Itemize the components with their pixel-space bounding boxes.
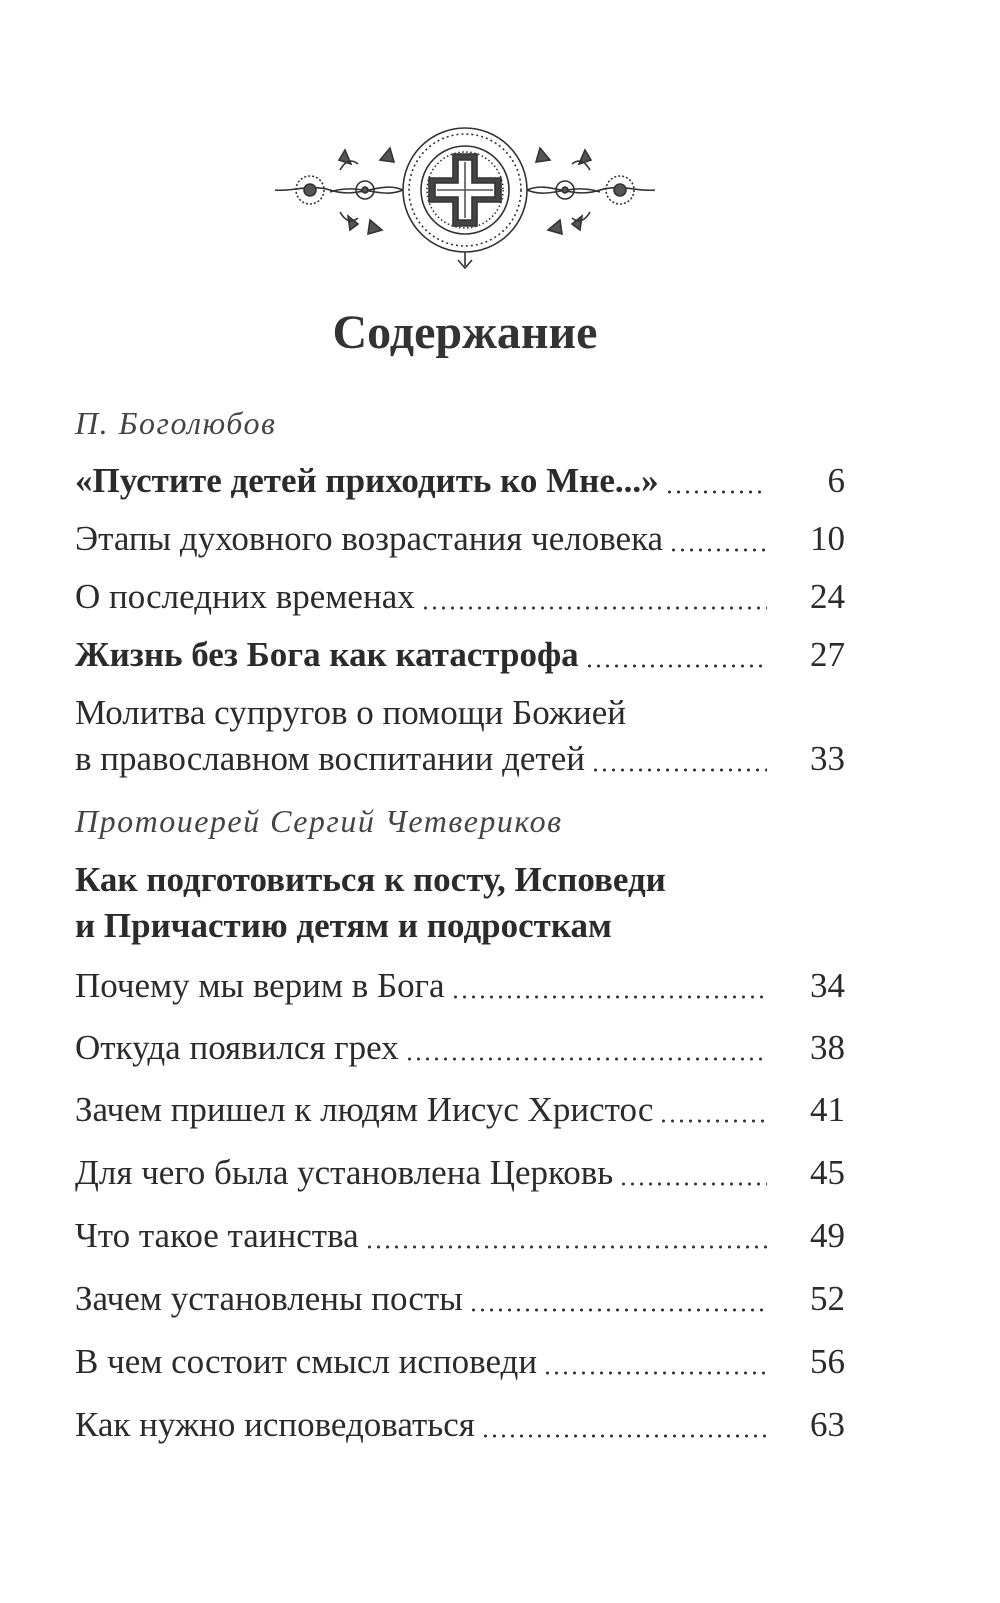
toc-entry[interactable] <box>75 963 845 1009</box>
leader-dots <box>405 1057 767 1061</box>
toc-entry-page: 27 <box>810 635 845 674</box>
toc-entry-title-line1: Молитва супругов о помощи Божией <box>75 693 627 732</box>
toc-entry-title: Как нужно исповедоваться <box>75 1405 475 1444</box>
toc-entry[interactable] <box>75 1150 845 1196</box>
page-title: Содержание <box>332 306 598 359</box>
toc-entry-title: Для чего была установлена Церковь <box>75 1153 614 1192</box>
toc-entry[interactable] <box>75 690 845 782</box>
toc-entry-title: Зачем установлены посты <box>75 1279 463 1318</box>
leader-dots <box>421 606 767 610</box>
toc-entry[interactable] <box>75 632 845 678</box>
toc-entry[interactable] <box>75 516 845 562</box>
leader-dots <box>469 1308 767 1312</box>
toc-entry-title: О последних временах <box>75 577 415 616</box>
leader-dots <box>481 1434 767 1438</box>
toc-entry-title: Что такое таинства <box>75 1216 359 1255</box>
toc-entry-title: Жизнь без Бога как катастрофа <box>75 635 579 674</box>
toc-entry[interactable] <box>75 1402 845 1448</box>
toc-entry-title: «Пустите детей приходить ко Мне...» <box>75 461 659 500</box>
toc-entry-page: 45 <box>810 1153 845 1192</box>
leader-dots <box>451 995 767 999</box>
leader-dots <box>543 1371 767 1375</box>
toc-entry[interactable] <box>75 1339 845 1385</box>
toc-entry[interactable] <box>75 1276 845 1322</box>
toc-entry-page: 34 <box>810 966 845 1005</box>
toc-entry-page: 52 <box>810 1279 845 1318</box>
section-heading-line2: и Причастию детям и подросткам <box>75 906 612 945</box>
section-author: Протоиерей Сергий Четвериков <box>75 803 563 839</box>
toc-entry-title: Зачем пришел к людям Иисус Христос <box>75 1090 654 1129</box>
toc-entry-page: 38 <box>810 1028 845 1067</box>
toc-entry[interactable] <box>75 458 845 504</box>
toc-entry[interactable] <box>75 574 845 620</box>
toc-entry[interactable] <box>75 1213 845 1259</box>
section-heading-line1: Как подготовиться к посту, Исповеди <box>75 860 666 899</box>
toc-entry-title: Откуда появился грех <box>75 1028 399 1067</box>
leader-dots <box>619 1182 767 1186</box>
toc-entry-title: Почему мы верим в Бога <box>75 966 445 1005</box>
toc-entry-page: 49 <box>810 1216 845 1255</box>
cross-ornament-icon <box>270 120 660 270</box>
toc-entry-page: 24 <box>810 577 845 616</box>
toc-entry-page: 41 <box>810 1090 845 1129</box>
toc-entry-page: 63 <box>810 1405 845 1444</box>
toc-entry-title: в православном воспитании детей <box>75 739 585 778</box>
leader-dots <box>591 768 767 772</box>
leader-dots <box>665 490 767 494</box>
toc-entry-page: 6 <box>827 461 845 500</box>
toc-entry-page: 33 <box>810 739 845 778</box>
leader-dots <box>659 1119 767 1123</box>
toc-entry-page: 10 <box>810 519 845 558</box>
toc-entry-title: Этапы духовного возрастания человека <box>75 519 664 558</box>
leader-dots <box>669 548 767 552</box>
section-heading <box>75 857 835 949</box>
leader-dots <box>585 664 767 668</box>
toc-entry[interactable] <box>75 1087 845 1133</box>
toc-entry[interactable] <box>75 1025 845 1071</box>
leader-dots <box>365 1245 767 1249</box>
toc-entry-title: В чем состоит смысл исповеди <box>75 1342 538 1381</box>
section-author: П. Боголюбов <box>75 405 277 441</box>
toc-entry-page: 56 <box>810 1342 845 1381</box>
